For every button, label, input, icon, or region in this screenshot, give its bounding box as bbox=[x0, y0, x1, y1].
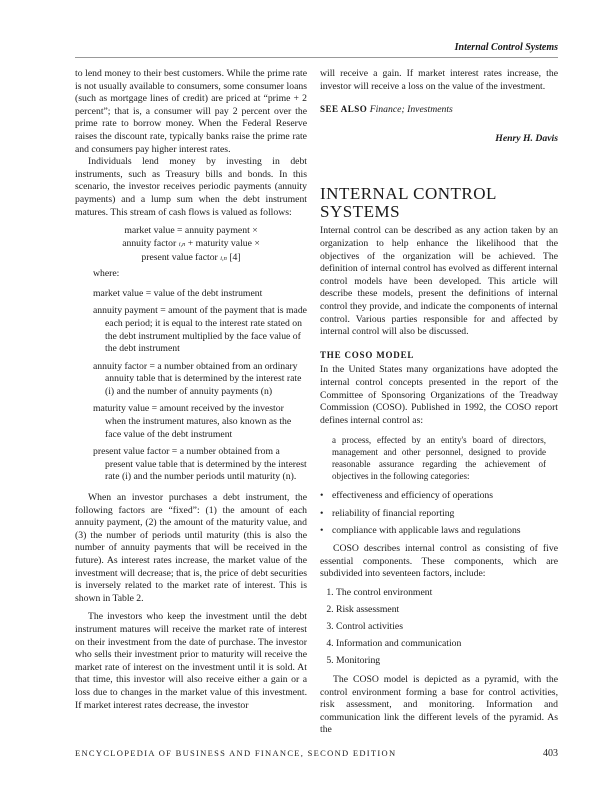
definition-maturity-value: maturity value = amount received by the investor when the instrument matures, also known as the face value of the debt instrument bbox=[93, 403, 292, 440]
left-column bbox=[75, 68, 307, 712]
definition-market-value: market value = value of the debt instrument bbox=[93, 287, 263, 299]
definitions-list bbox=[93, 288, 307, 484]
page-footer bbox=[75, 748, 558, 759]
coso-components-list bbox=[320, 587, 558, 668]
right-column bbox=[320, 68, 558, 737]
article-title-line-2: SYSTEMS bbox=[320, 202, 401, 222]
definition-annuity-factor: annuity factor = a number obtained from an ordinary annuity table that is determined by the interest rate (i) and the number of annuity payments (n) bbox=[93, 360, 302, 397]
right-paragraph-4: COSO describes internal control as consisting of five essential components. These components, which are subdivided into seventeen factors, include: bbox=[320, 543, 558, 580]
objective-categories-list bbox=[320, 490, 558, 537]
article-title-line-1: INTERNAL CONTROL bbox=[320, 184, 497, 204]
formula-line-3: present value factor i,n [4] bbox=[141, 252, 241, 264]
left-paragraph-2: Individuals lend money by investing in debt instruments, such as Treasury bills and bonds. In this scenario, the investor receives periodic payments (annuity payments) and a lump sum when the debt instrument matures. This stream of cash flows is valued as follows: bbox=[75, 156, 307, 218]
right-paragraph-2: Internal control can be described as any action taken by an organization to help enhance the likelihood that the objectives of the organization will be achieved. The definition of internal control has evolved as different internal control models have been developed. This article will describe these models, present the definitions of internal control they provide, and indicate the components of internal control. Various parties responsible for and affected by internal control will also be discussed. bbox=[320, 225, 558, 338]
right-paragraph-1: will receive a gain. If market interest rates increase, the investor will receive a loss on the value of the investment. bbox=[320, 68, 558, 92]
list-item: 3. Control activities bbox=[336, 621, 558, 634]
see-also-links: Finance; Investments bbox=[369, 104, 453, 116]
definition-annuity-payment: annuity payment = amount of the payment that is made each period; it is equal to the interest rate stated on the debt instrument multiplied by the face value of the debt instrument bbox=[93, 305, 307, 355]
see-also bbox=[320, 103, 558, 117]
list-item: 2. Risk assessment bbox=[336, 604, 558, 617]
author-byline: Henry H. Davis bbox=[495, 132, 558, 144]
right-paragraph-3: In the United States many organizations have adopted the internal control concepts presented in the report of the Committee of Sponsoring Organizations of the Treadway Commission (COSO). Published in 1992, the COSO report defines internal control as: bbox=[320, 364, 558, 426]
section-heading-coso: THE COSO MODEL bbox=[320, 349, 415, 360]
left-paragraph-4: The investors who keep the investment until the debt instrument matures will receive the market rate of interest on their investment from the date of purchase. The investor who sells their investment prior to maturity will receive the market rate of interest on the investment until it is sold. At that time, this investor will also receive either a gain or a loss due to changes in the market value of this investment. If market interest rates decrease, the investor bbox=[75, 611, 307, 711]
see-also-label: SEE ALSO bbox=[320, 104, 368, 115]
left-paragraph-1: to lend money to their best customers. While the prime rate is not usually available to consumers, some consumer loans (such as mortgage lines of credit) are priced at “prime + 2 percent”; that is, a consumer will pay 2 percent over the prime rate to borrow money. When the Federal Reserve raises the discount rate, typically banks raise the prime rate and consumers pay higher interest rates. bbox=[75, 68, 307, 155]
left-paragraph-3: When an investor purchases a debt instrument, the following factors are “fixed”: (1) the amount of each annuity payment, (2) the amount of the maturity value, and (3) the number of periods until maturity (this is also the number of annuity payments that will be received in the future). As interest rates increase, the market value of the investment will decrease; that is, the price of debt securities is inversely related to the market rate of interest. This is shown in Table 2. bbox=[75, 492, 307, 604]
where-label: where: bbox=[93, 268, 120, 280]
coso-definition-quote: a process, effected by an entity's board of directors, management and other personnel, designed to provide reasonable assurance regarding the achievement of objectives in the following categories: bbox=[332, 435, 546, 481]
formula-line-1: market value = annuity payment × bbox=[124, 225, 258, 237]
page-number: 403 bbox=[543, 748, 558, 759]
footer-publication: ENCYCLOPEDIA OF BUSINESS AND FINANCE, SECOND EDITION bbox=[75, 748, 397, 758]
list-item: • compliance with applicable laws and regulations bbox=[332, 525, 558, 538]
list-item: 5. Monitoring bbox=[336, 655, 558, 668]
valuation-formula bbox=[75, 224, 307, 265]
formula-line-2: annuity factor i,n + maturity value × bbox=[122, 238, 260, 250]
header-rule bbox=[75, 57, 558, 58]
list-item: • reliability of financial reporting bbox=[332, 508, 558, 521]
running-head: Internal Control Systems bbox=[454, 42, 558, 53]
list-item: • effectiveness and efficiency of operations bbox=[332, 490, 558, 503]
right-paragraph-5: The COSO model is depicted as a pyramid, with the control environment forming a base for control activities, risk assessment, and monitoring. Information and communication link the different levels of the pyramid. As the bbox=[320, 674, 558, 736]
definition-present-value-factor: present value factor = a number obtained from a present value table that is determined by the interest rate (i) and the number periods until maturity (n). bbox=[93, 446, 307, 483]
article-title bbox=[320, 185, 558, 221]
list-item: 1. The control environment bbox=[336, 587, 558, 600]
list-item: 4. Information and communication bbox=[336, 638, 558, 651]
